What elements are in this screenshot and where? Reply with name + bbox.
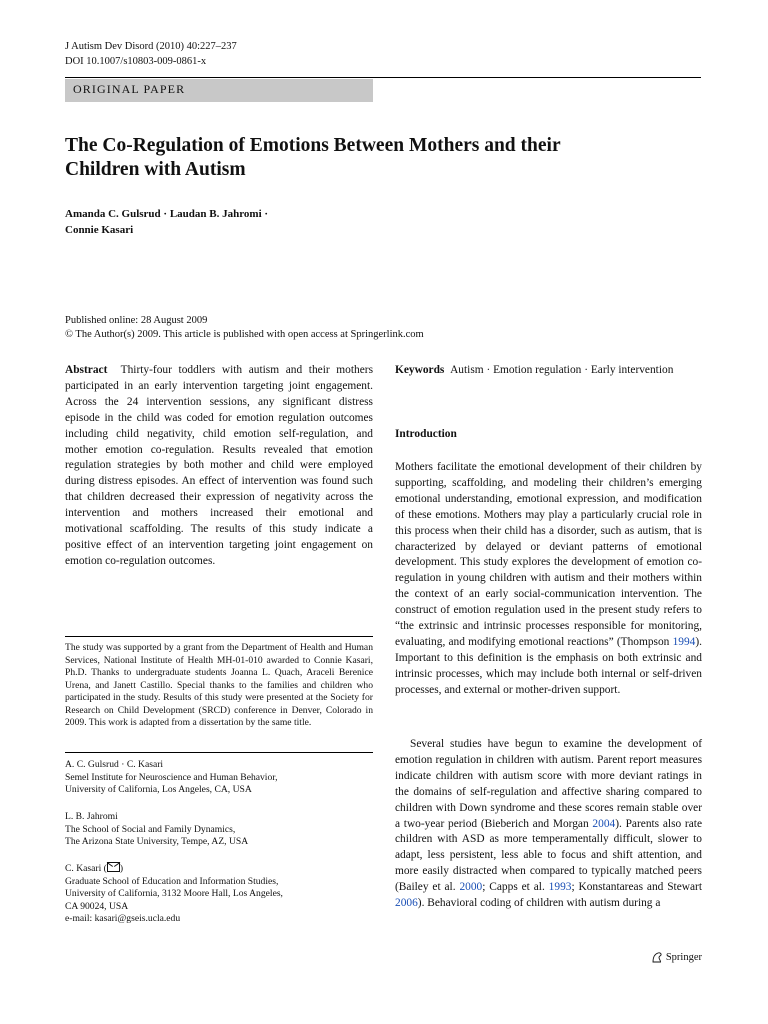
intro-p2-text-a: Several studies have begun to examine the development of emotion regulation in children with autism. Parent report measures indicate children with autism score with more deviant ratings in the domains of self-regulation and affective sharing compared to children with Down syndrome and these scores remain stable over a two-year period (Bieberich and Morgan — [395, 738, 702, 830]
article-title — [65, 134, 685, 182]
affiliation-3 — [65, 862, 373, 926]
affiliation-2-names: L. B. Jahromi — [65, 811, 118, 822]
citation-link-capps-1993[interactable]: 1993 — [548, 881, 572, 894]
affiliation-3-line-2: University of California, 3132 Moore Hall, Los Angeles, — [65, 888, 283, 899]
citation-link-thompson-1994[interactable]: 1994 — [672, 635, 696, 648]
authors-line-1: Amanda C. Gulsrud · Laudan B. Jahromi · — [65, 208, 269, 220]
affiliation-3-names: C. Kasari ( — [65, 863, 107, 874]
intro-p1-text-b: ). Important to this definition is the emphasis on both extrinsic and intrinsic processes, which may include both internal or self-driven processes, and external or mother-driven support. — [395, 635, 702, 696]
introduction-paragraph-2 — [395, 737, 702, 912]
keywords-label: Keywords — [395, 364, 445, 376]
envelope-icon — [107, 862, 120, 872]
intro-p1-text-a: Mothers facilitate the emotional development of their children by supporting, scaffolding, and modeling their children’s emerging emotional understanding, emotional expression, and modification of these emotions. Mothers may play a particularly crucial role in this process when their child has a disorder, such as autism, that is characterized by delayed or deviant patterns of emotional development. This study explores the development of emotion co-regulation in young children with autism and their mothers within the context of an early social-communication intervention. The construct of emotion regulation used in the present study refers to “the extrinsic and intrinsic processes responsible for monitoring, evaluating, and modifying emotional reactions” (Thompson — [395, 461, 702, 648]
citation-link-konstantareas-2006[interactable]: 2006 — [395, 897, 418, 910]
header-rule — [65, 77, 701, 78]
abstract — [65, 363, 373, 570]
section-label: ORIGINAL PAPER — [73, 82, 186, 96]
affiliation-3-names-row — [65, 862, 373, 876]
citation-link-bailey-2000[interactable]: 2000 — [459, 881, 483, 894]
springer-horse-icon — [651, 951, 663, 963]
keywords-text: Autism · Emotion regulation · Early intervention — [450, 364, 674, 376]
affiliation-3-line-3: CA 90024, USA — [65, 900, 129, 912]
keywords — [395, 363, 702, 379]
publication-info — [65, 314, 424, 342]
intro-p2-text-e: ). Behavioral coding of children with autism during a — [417, 897, 661, 910]
affiliation-rule — [65, 752, 373, 753]
copyright-notice: © The Author(s) 2009. This article is published with open access at Springerlink.com — [65, 329, 424, 340]
affiliation-2-line-2: The Arizona State University, Tempe, AZ, USA — [65, 836, 249, 847]
journal-citation: J Autism Dev Disord (2010) 40:227–237 — [65, 41, 237, 52]
published-date: Published online: 28 August 2009 — [65, 315, 208, 326]
abstract-label: Abstract — [65, 364, 108, 376]
publisher-name: Springer — [665, 951, 702, 963]
email-link[interactable]: e-mail: kasari@gseis.ucla.edu — [65, 913, 181, 924]
intro-p2-text-b: ). Parents also rate children with ASD as more temperamentally difficult, slower to adapt, less persistent, less able to focus and shift attention, and more easily distracted when compared to typically matched peers (Bailey et al. — [395, 817, 702, 894]
introduction-heading: Introduction — [395, 428, 457, 440]
affiliation-1-names: A. C. Gulsrud · C. Kasari — [65, 759, 164, 770]
affiliation-1 — [65, 759, 373, 797]
intro-p2-text-c: ; Capps et al. — [482, 881, 549, 894]
doi: DOI 10.1007/s10803-009-0861-x — [65, 56, 207, 67]
author-list — [65, 206, 365, 238]
affiliation-2 — [65, 811, 373, 849]
section-banner — [65, 79, 373, 102]
affiliation-3-names-close: ) — [119, 863, 124, 874]
affiliation-3-line-1: Graduate School of Education and Information Studies, — [65, 875, 279, 887]
intro-p2-text-d: ; Konstantareas and Stewart — [571, 881, 703, 894]
citation-link-bieberich-2004[interactable]: 2004 — [592, 817, 616, 830]
title-line-1: The Co-Regulation of Emotions Between Mothers and their — [65, 135, 561, 156]
affiliation-1-line-1: Semel Institute for Neuroscience and Human Behavior, — [65, 771, 278, 783]
affiliation-2-line-1: The School of Social and Family Dynamics, — [65, 823, 236, 835]
footnote-rule — [65, 636, 373, 637]
title-line-2: Children with Autism — [65, 159, 246, 180]
authors-line-2: Connie Kasari — [65, 224, 134, 236]
abstract-text: Thirty-four toddlers with autism and their mothers participated in an early intervention targeting joint engagement. Across the 24 intervention sessions, any significant distress episode in the child was coded for emotion regulation outcomes including child negativity, child emotion self-regulation, and mother emotion co-regulation. Results revealed that emotion regulation strategies by both mother and child were employed during distress episodes. An effect of intervention was found such that children decreased their expression of negativity across the intervention and mothers increased their emotional and motivational scaffolding. The results of this study indicate a positive effect of an intervention targeting joint engagement on emotion co-regulation outcomes. — [65, 364, 373, 567]
introduction-paragraph-1 — [395, 460, 702, 699]
funding-note: The study was supported by a grant from the Department of Health and Human Services, National Institute of Health MH-01-010 awarded to Connie Kasari, Ph.D. Thanks to undergraduate students Joanna L. Quach, Araceli Berenice Urena, and Janett Castillo. Special thanks to the families and children who participated in the study. Results of this study were presented at the Society for Research on Child Development (SRCD) conference in Denver, Colorado in 2009. This work is adapted from a dissertation by the same title. — [65, 642, 373, 728]
affiliation-1-line-2: University of California, Los Angeles, CA, USA — [65, 784, 252, 795]
publisher-mark — [651, 951, 702, 963]
